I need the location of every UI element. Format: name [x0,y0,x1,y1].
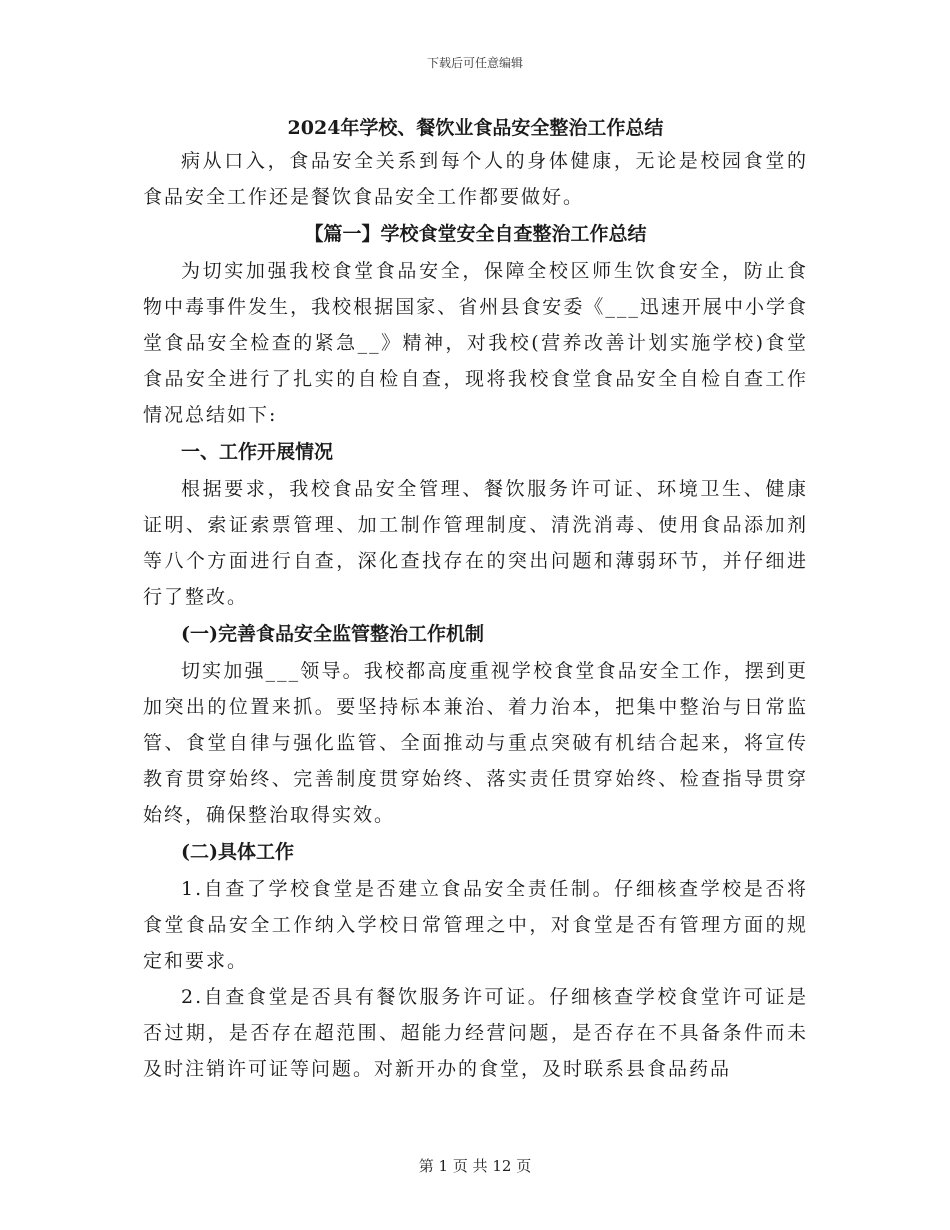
document-title: 2024年学校、餐饮业食品安全整治工作总结 [287,117,664,139]
paragraph-5: 2.自查食堂是否具有餐饮服务许可证。仔细核查学校食堂许可证是否过期，是否存在超范围、超能力经营问题，是否存在不具备条件而未及时注销许可证等问题。对新开办的食堂，及时联系县食品药品 [143,986,808,1080]
heading-specific-work: (二)具体工作 [181,841,294,863]
page-footer: 第 1 页 共 12 页 [418,1157,532,1175]
paragraph-3: 切实加强___领导。我校都高度重视学校食堂食品安全工作，摆到更加突出的位置来抓。要坚持标本兼治、着力治本，把集中整治与日常监管、食堂自律与强化监管、全面推动与重点突破有机结合起来，将宣传教育贯穿始终、完善制度贯穿始终、落实责任贯穿始终、检查指导贯穿始终，确保整治取得实效。 [143,660,808,826]
paragraph-1: 为切实加强我校食堂食品安全，保障全校区师生饮食安全，防止食物中毒事件发生，我校根据国家、省州县食安委《___迅速开展中小学食堂食品安全检查的紧急__》精神，对我校(营养改善计划实施学校)食堂食品安全进行了扎实的自检自查，现将我校食堂食品安全自检自查工作情况总结如下: [143,260,808,426]
heading-mechanism: (一)完善食品安全监管整治工作机制 [181,623,484,645]
paragraph-2: 根据要求，我校食品安全管理、餐饮服务许可证、环境卫生、健康证明、索证索票管理、加工制作管理制度、清洗消毒、使用食品添加剂等八个方面进行自查，深化查找存在的突出问题和薄弱环节，并仔细进行了整改。 [143,478,808,608]
heading-work-status: 一、工作开展情况 [181,441,334,463]
intro-paragraph: 病从口入，食品安全关系到每个人的身体健康，无论是校园食堂的食品安全工作还是餐饮食品安全工作都要做好。 [143,150,808,208]
section-title: 【篇一】学校食堂安全自查整治工作总结 [304,223,647,245]
paragraph-4: 1.自查了学校食堂是否建立食品安全责任制。仔细核查学校是否将食堂食品安全工作纳入学校日常管理之中，对食堂是否有管理方面的规定和要求。 [143,878,808,972]
document-body [143,113,808,1087]
header-note: 下载后可任意编辑 [426,56,523,70]
